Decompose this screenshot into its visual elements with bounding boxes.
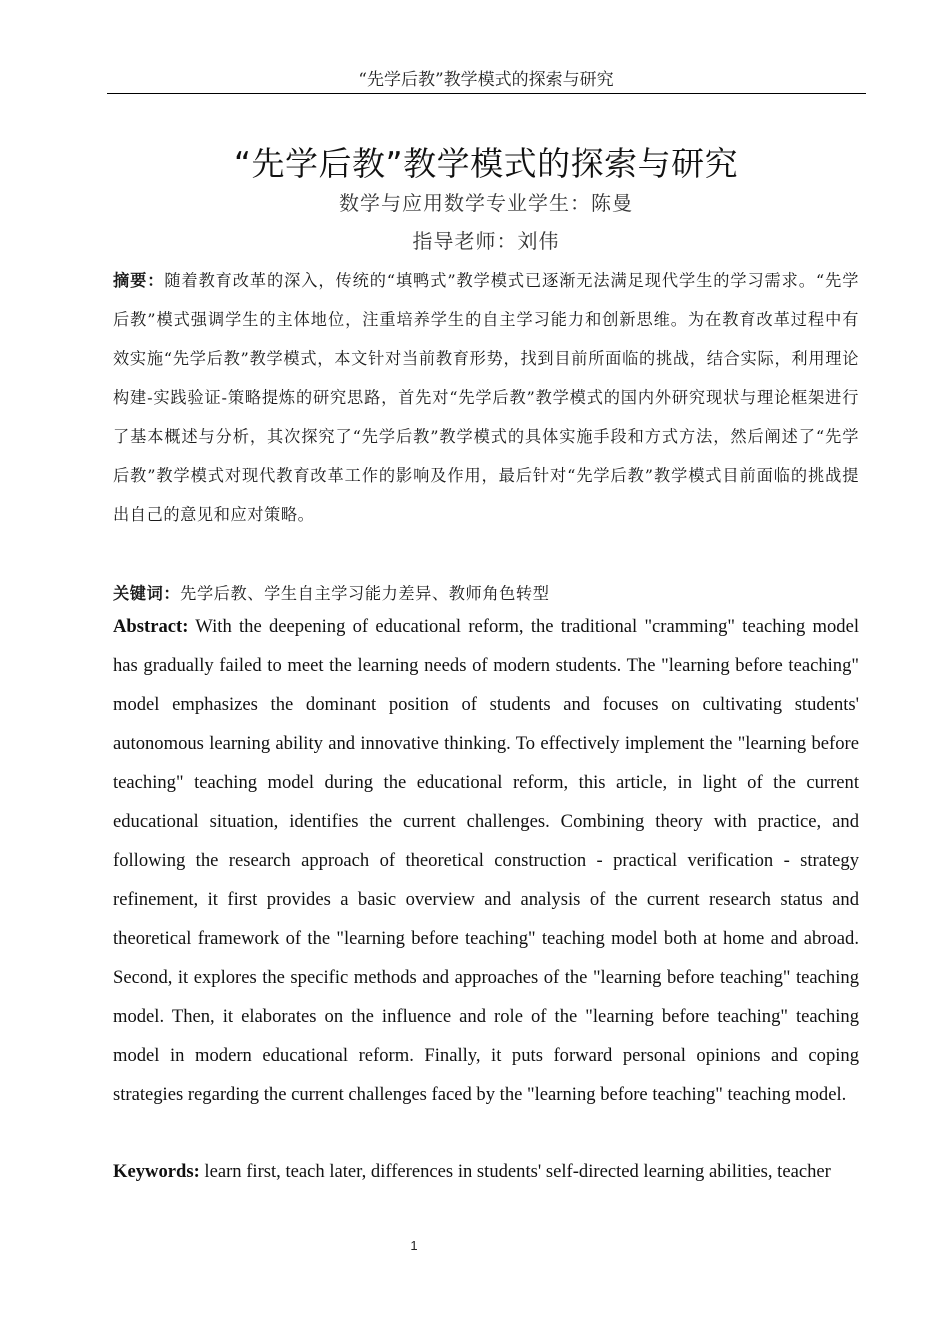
keywords-en xyxy=(113,1152,859,1191)
keywords-cn-text: 先学后教、学生自主学习能力差异、教师角色转型 xyxy=(180,584,550,603)
header-rule xyxy=(107,93,866,94)
abstract-cn-label: 摘要： xyxy=(113,271,165,290)
advisor-line: 指导老师：刘伟 xyxy=(412,229,560,253)
paper-title: “先学后教”教学模式的探索与研究 xyxy=(233,144,739,183)
keywords-en-label: Keywords: xyxy=(113,1161,200,1182)
abstract-cn-text: 随着教育改革的深入，传统的“填鸭式”教学模式已逐渐无法满足现代学生的学习需求。“先学后教”模式强调学生的主体地位，注重培养学生的自主学习能力和创新思维。为在教育改革过程中有效实施“先学后教”教学模式，本文针对当前教育形势，找到目前所面临的挑战，结合实际，利用理论构建-实践验证-策略提炼的研究思路，首先对“先学后教”教学模式的国内外研究现状与理论框架进行了基本概述与分析，其次探究了“先学后教”教学模式的具体实施手段和方式方法，然后阐述了“先学后教”教学模式对现代教育改革工作的影响及作用，最后针对“先学后教”教学模式目前面临的挑战提出自己的意见和应对策略。 xyxy=(113,271,859,524)
abstract-en-text: With the deepening of educational reform, the traditional "cramming" teaching model has gradually failed to meet the learning needs of modern students. The "learning before teaching" model emphasizes the dominant position of students and focuses on cultivating students' autonomous learning ability and innovative thinking. To effectively implement the "learning before teaching" teaching model during the educational reform, this article, in light of the current educational situation, identifies the current challenges. Combining theory with practice, and following the research approach of theoretical construction - practical verification - strategy refinement, it first provides a basic overview and analysis of the current research status and theoretical framework of the "learning before teaching" teaching model both at home and abroad. Second, it explores the specific methods and approaches of the "learning before teaching" teaching model. Then, it elaborates on the influence and role of the "learning before teaching" teaching model in modern educational reform. Finally, it puts forward personal opinions and coping strategies regarding the current challenges faced by the "learning before teaching" teaching model. xyxy=(113,616,859,1105)
keywords-en-text: learn first, teach later, differences in students' self-directed learning abilities, teacher xyxy=(199,1161,831,1182)
page-number: 1 xyxy=(410,1238,418,1253)
abstract-cn xyxy=(113,261,859,534)
abstract-en-label: Abstract: xyxy=(113,616,189,637)
abstract-en xyxy=(113,607,859,1114)
keywords-cn-label: 关键词： xyxy=(113,584,181,603)
author-line: 数学与应用数学专业学生：陈曼 xyxy=(339,191,633,215)
running-header: “先学后教”教学模式的探索与研究 xyxy=(358,70,614,90)
